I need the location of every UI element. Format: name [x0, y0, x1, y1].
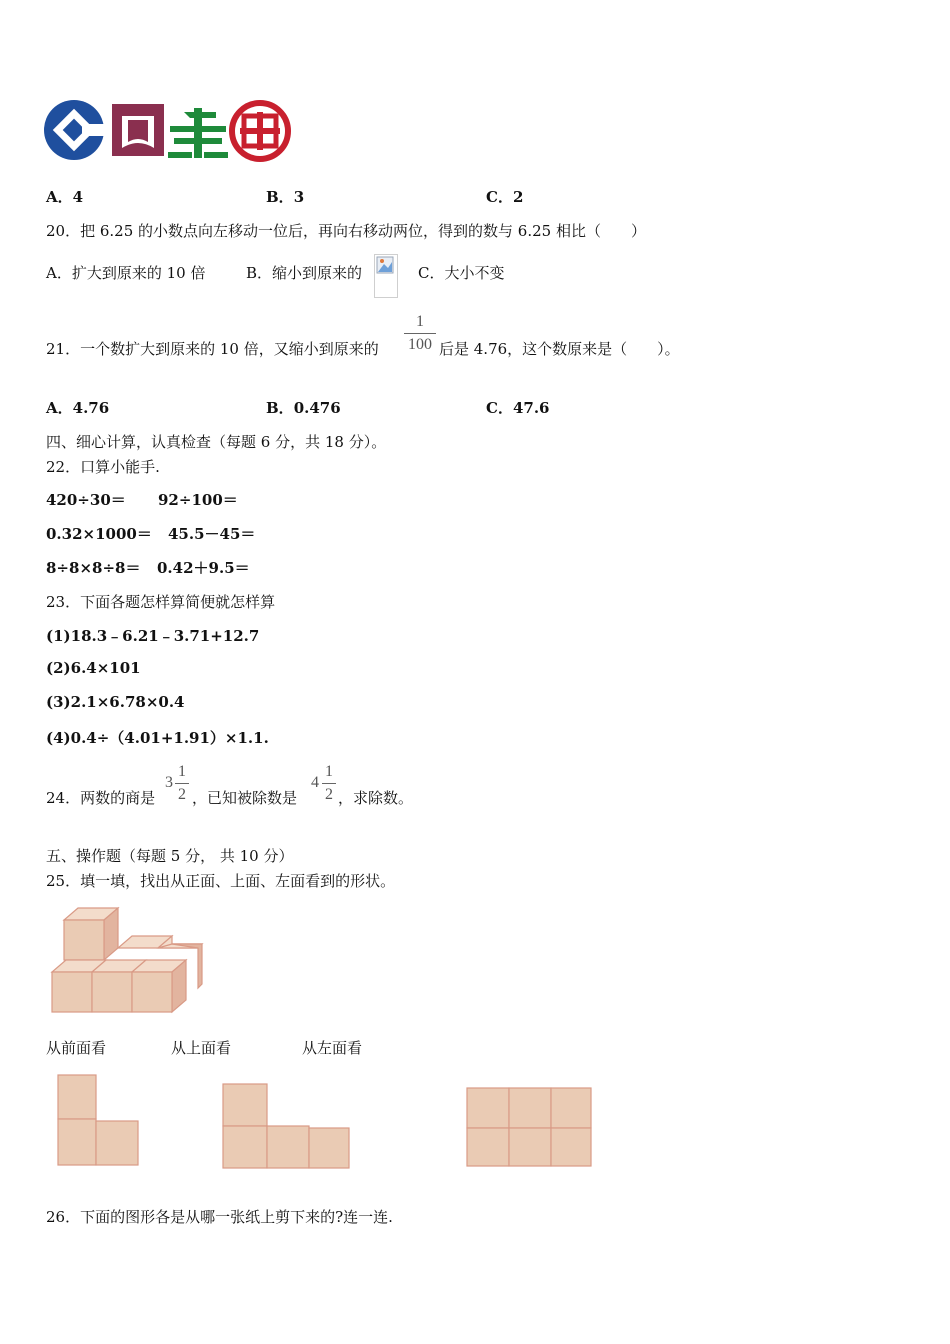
q23-title: 23．下面各题怎样算简便就怎样算 [46, 593, 276, 611]
q22-item-3-2: 0.42＋9.5＝ [157, 559, 250, 577]
bank-logo-abc-icon [168, 108, 228, 158]
option-label: A． [46, 399, 73, 417]
q19-option-b [266, 186, 304, 207]
fraction-bar [175, 783, 189, 784]
fraction-bar [404, 333, 436, 334]
option-label: C． [486, 399, 513, 417]
top-view-shape [221, 1082, 353, 1170]
q21-option-a [46, 397, 109, 418]
q19-option-c [486, 186, 523, 207]
label-front-view: 从前面看 [46, 1039, 107, 1057]
q22-title: 22．口算小能手. [46, 458, 160, 476]
q23-item-3: (3)2.1×6.78×0.4 [46, 693, 185, 711]
option-value: 0.476 [293, 399, 341, 417]
q24-mixed-whole-2: 4 [311, 774, 319, 791]
label-top-view: 从上面看 [171, 1039, 232, 1057]
q24-mixed-whole-1: 3 [165, 774, 173, 791]
q22-item-2-2: 45.5－45＝ [168, 525, 256, 543]
fraction-bar [322, 783, 336, 784]
q24-fraction-2 [322, 763, 336, 804]
section-4-title: 四、细心计算，认真检查（每题 6 分，共 18 分）。 [46, 433, 387, 451]
q26-title: 26．下面的图形各是从哪一张纸上剪下来的?连一连. [46, 1208, 393, 1226]
q20-question [46, 220, 646, 241]
label-left-view: 从左面看 [302, 1039, 363, 1057]
q20-option-c: C．大小不变 [418, 264, 505, 282]
q24-text-3: ，求除数。 [338, 789, 414, 807]
option-value: 3 [293, 188, 305, 206]
bank-logo-ccb-icon [44, 100, 108, 160]
q22-item-1-2: 92÷100＝ [158, 491, 238, 509]
bank-logo-icbc-icon [232, 103, 288, 159]
fraction-denominator: 2 [325, 786, 333, 803]
q21-fraction [404, 313, 436, 354]
fraction-denominator: 2 [178, 786, 186, 803]
q24-text-1: 24．两数的商是 [46, 789, 156, 807]
bank-logos [44, 98, 294, 164]
q21-text-after: 后是 4.76，这个数原来是（ ）。 [439, 340, 680, 358]
option-value: 4 [72, 188, 84, 206]
option-label: A． [46, 188, 73, 206]
q23-item-4: (4)0.4÷（4.01+1.91）×1.1. [46, 729, 269, 747]
q22-item-1-1: 420÷30＝ [46, 491, 126, 509]
fraction-numerator: 1 [416, 313, 424, 330]
q20-option-b: B．缩小到原来的 [246, 264, 363, 282]
question-number: 20． [46, 222, 81, 240]
left-view-shape [465, 1086, 595, 1170]
option-value: 2 [512, 188, 524, 206]
option-value: 4.76 [72, 399, 110, 417]
q24-text-2: ，已知被除数是 [192, 789, 298, 807]
section-5-title: 五、操作题（每题 5 分， 共 10 分） [46, 847, 294, 865]
q24-fraction-1 [175, 763, 189, 804]
q19-option-a [46, 186, 83, 207]
q25-title: 25．填一填，找出从正面、上面、左面看到的形状。 [46, 872, 396, 890]
q22-item-2-1: 0.32×1000＝ [46, 525, 152, 543]
fraction-denominator: 100 [408, 336, 432, 353]
q23-item-1: (1)18.3﹣6.21﹣3.71+12.7 [46, 627, 260, 645]
q22-item-3-1: 8÷8×8÷8＝ [46, 559, 141, 577]
option-label: B． [266, 399, 294, 417]
option-label: B． [266, 188, 294, 206]
q21-option-b [266, 397, 341, 418]
fraction-numerator: 1 [178, 763, 186, 780]
question-text: 把 6.25 的小数点向左移动一位后，再向右移动两位，得到的数与 6.25 相比（ ） [80, 222, 646, 240]
broken-image-icon [374, 254, 398, 298]
option-label: C． [486, 188, 513, 206]
q21-text-before: 21．一个数扩大到原来的 10 倍，又缩小到原来的 [46, 340, 379, 358]
front-view-shape [56, 1073, 142, 1167]
bank-logo-book-icon [112, 104, 164, 156]
q23-item-2: (2)6.4×101 [46, 659, 141, 677]
q20-option-a: A．扩大到原来的 10 倍 [46, 264, 206, 282]
fraction-numerator: 1 [325, 763, 333, 780]
q21-option-c [486, 397, 550, 418]
option-value: 47.6 [512, 399, 550, 417]
cube-stack-figure [48, 904, 208, 1016]
